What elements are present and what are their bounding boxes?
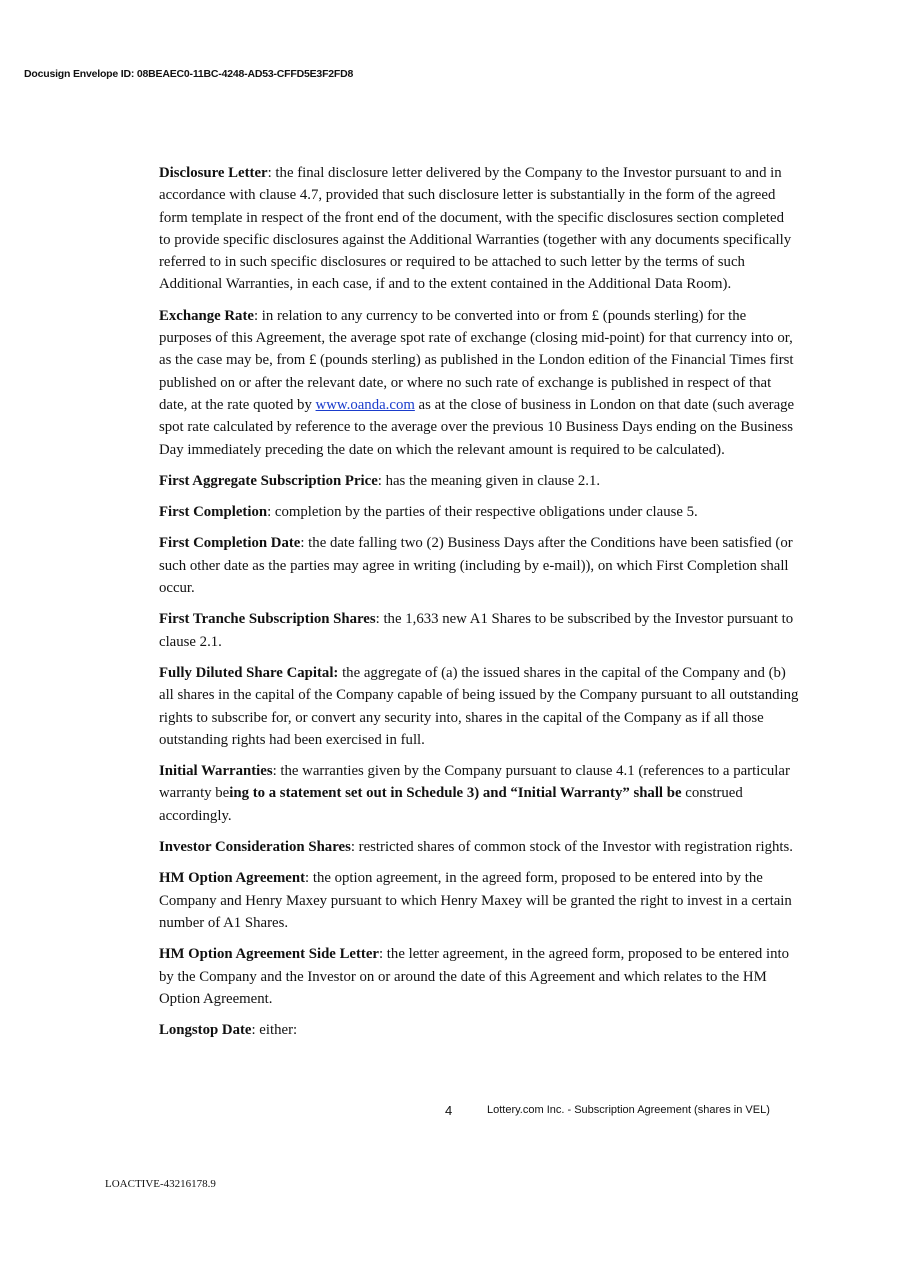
definition-bold-text: ing to a statement set out in Schedule 3) and “Initial Warranty” shall be bbox=[229, 785, 682, 802]
definition-text: : in relation to any currency to be converted into or from £ (pounds sterling) for the purposes of this Agreement, the average spot rate of exchange (closing mid-point) for that currency into or, as the case may be, from £ (pounds sterling) as published in the London edition of the Financial Times first published on or after the relevant date, or where no such rate of exchange is published in respect of that date, at the rate quoted by bbox=[159, 307, 794, 413]
definition-term: First Completion Date bbox=[159, 535, 301, 552]
definition-text: : the letter agreement, in the agreed form, proposed to be entered into by the Company and the Investor on or around the date of this Agreement and which relates to the HM Option Agreement. bbox=[159, 946, 790, 1007]
definition-initial-warranties bbox=[159, 760, 799, 827]
footer-title: Lottery.com Inc. - Subscription Agreement (shares in VEL) bbox=[487, 1104, 770, 1116]
definition-term: Exchange Rate bbox=[159, 307, 254, 324]
page-number: 4 bbox=[445, 1103, 453, 1118]
definition-term: First Aggregate Subscription Price bbox=[159, 472, 378, 489]
definition-text: : the option agreement, in the agreed form, proposed to be entered into by the Company and Henry Maxey pursuant to which Henry Maxey will be granted the right to invest in a certain number of A1 Shares. bbox=[159, 870, 792, 931]
definition-term: HM Option Agreement bbox=[159, 870, 306, 887]
definition-term: First Tranche Subscription Shares bbox=[159, 611, 376, 628]
definition-text-continued: construed accordingly. bbox=[159, 785, 743, 824]
definition-exchange-rate bbox=[159, 305, 799, 461]
definition-longstop-date bbox=[159, 1019, 799, 1041]
definition-first-completion-date bbox=[159, 532, 799, 599]
definition-term: Fully Diluted Share Capital: bbox=[159, 664, 339, 681]
definition-term: First Completion bbox=[159, 504, 268, 521]
definition-text: : completion by the parties of their respective obligations under clause 5. bbox=[267, 504, 698, 521]
definition-term: HM Option Agreement Side Letter bbox=[159, 946, 379, 963]
definition-text: : the 1,633 new A1 Shares to be subscribed by the Investor pursuant to clause 2.1. bbox=[159, 611, 794, 650]
definition-term: Disclosure Letter bbox=[159, 165, 268, 181]
definition-text: : the date falling two (2) Business Days after the Conditions have been satisfied (or such other date as the parties may agree in writing (including by e-mail)), on which First Completion shall occur. bbox=[159, 535, 793, 597]
definition-first-tranche-subscription-shares bbox=[159, 608, 799, 653]
definition-text: : has the meaning given in clause 2.1. bbox=[377, 472, 601, 489]
definition-text: : the final disclosure letter delivered by the Company to the Investor pursuant to and in accordance with clause 4.7, provided that such disclosure letter is substantially in the form of the agreed form template in respect of the front end of the document, with the specific disclosures section completed to provide specific disclosures against the Additional Warranties (together with any documents specifically referred to in such specific disclosures or required to be attached to such letter by the terms of such Additional Warranties, in each case, if and to the extent contained in the Additional Data Room). bbox=[159, 165, 792, 293]
definition-text: : the warranties given by the Company pursuant to clause 4.1 (references to a particular warranty be bbox=[159, 763, 790, 802]
docusign-envelope-id: Docusign Envelope ID: 08BEAEC0-11BC-4248-AD53-CFFD5E3F2FD8 bbox=[24, 68, 354, 80]
definition-investor-consideration-shares bbox=[159, 836, 799, 858]
definition-term: Investor Consideration Shares bbox=[159, 839, 351, 856]
definitions-body bbox=[159, 162, 799, 1050]
definition-hm-option-agreement-side-letter bbox=[159, 943, 799, 1010]
definition-hm-option-agreement bbox=[159, 867, 799, 934]
definition-first-completion bbox=[159, 501, 799, 523]
definition-text: the aggregate of (a) the issued shares in the capital of the Company and (b) all shares in the capital of the Company capable of being issued by the Company pursuant to all outstanding rights to subscribe for, or convert any security into, shares in the capital of the Company as if all those outstanding rights had been exercised in full. bbox=[159, 664, 799, 748]
oanda-link[interactable]: www.oanda.com bbox=[315, 396, 415, 413]
definition-fully-diluted-share-capital bbox=[159, 662, 799, 751]
definition-text: : either: bbox=[251, 1022, 298, 1039]
definition-first-aggregate-subscription-price bbox=[159, 470, 799, 492]
definition-term: Initial Warranties bbox=[159, 763, 273, 780]
definition-text: : restricted shares of common stock of the Investor with registration rights. bbox=[350, 839, 794, 856]
definition-text-continued: as at the close of business in London on that date (such average spot rate calculated by reference to the average over the previous 10 Business Days ending on the Business Day immediately preceding the date on which the relevant amount is required to be calculated). bbox=[159, 396, 795, 458]
definition-disclosure-letter bbox=[159, 162, 799, 296]
definition-term: Longstop Date bbox=[159, 1022, 252, 1039]
document-reference: LOACTIVE-43216178.9 bbox=[105, 1178, 216, 1190]
